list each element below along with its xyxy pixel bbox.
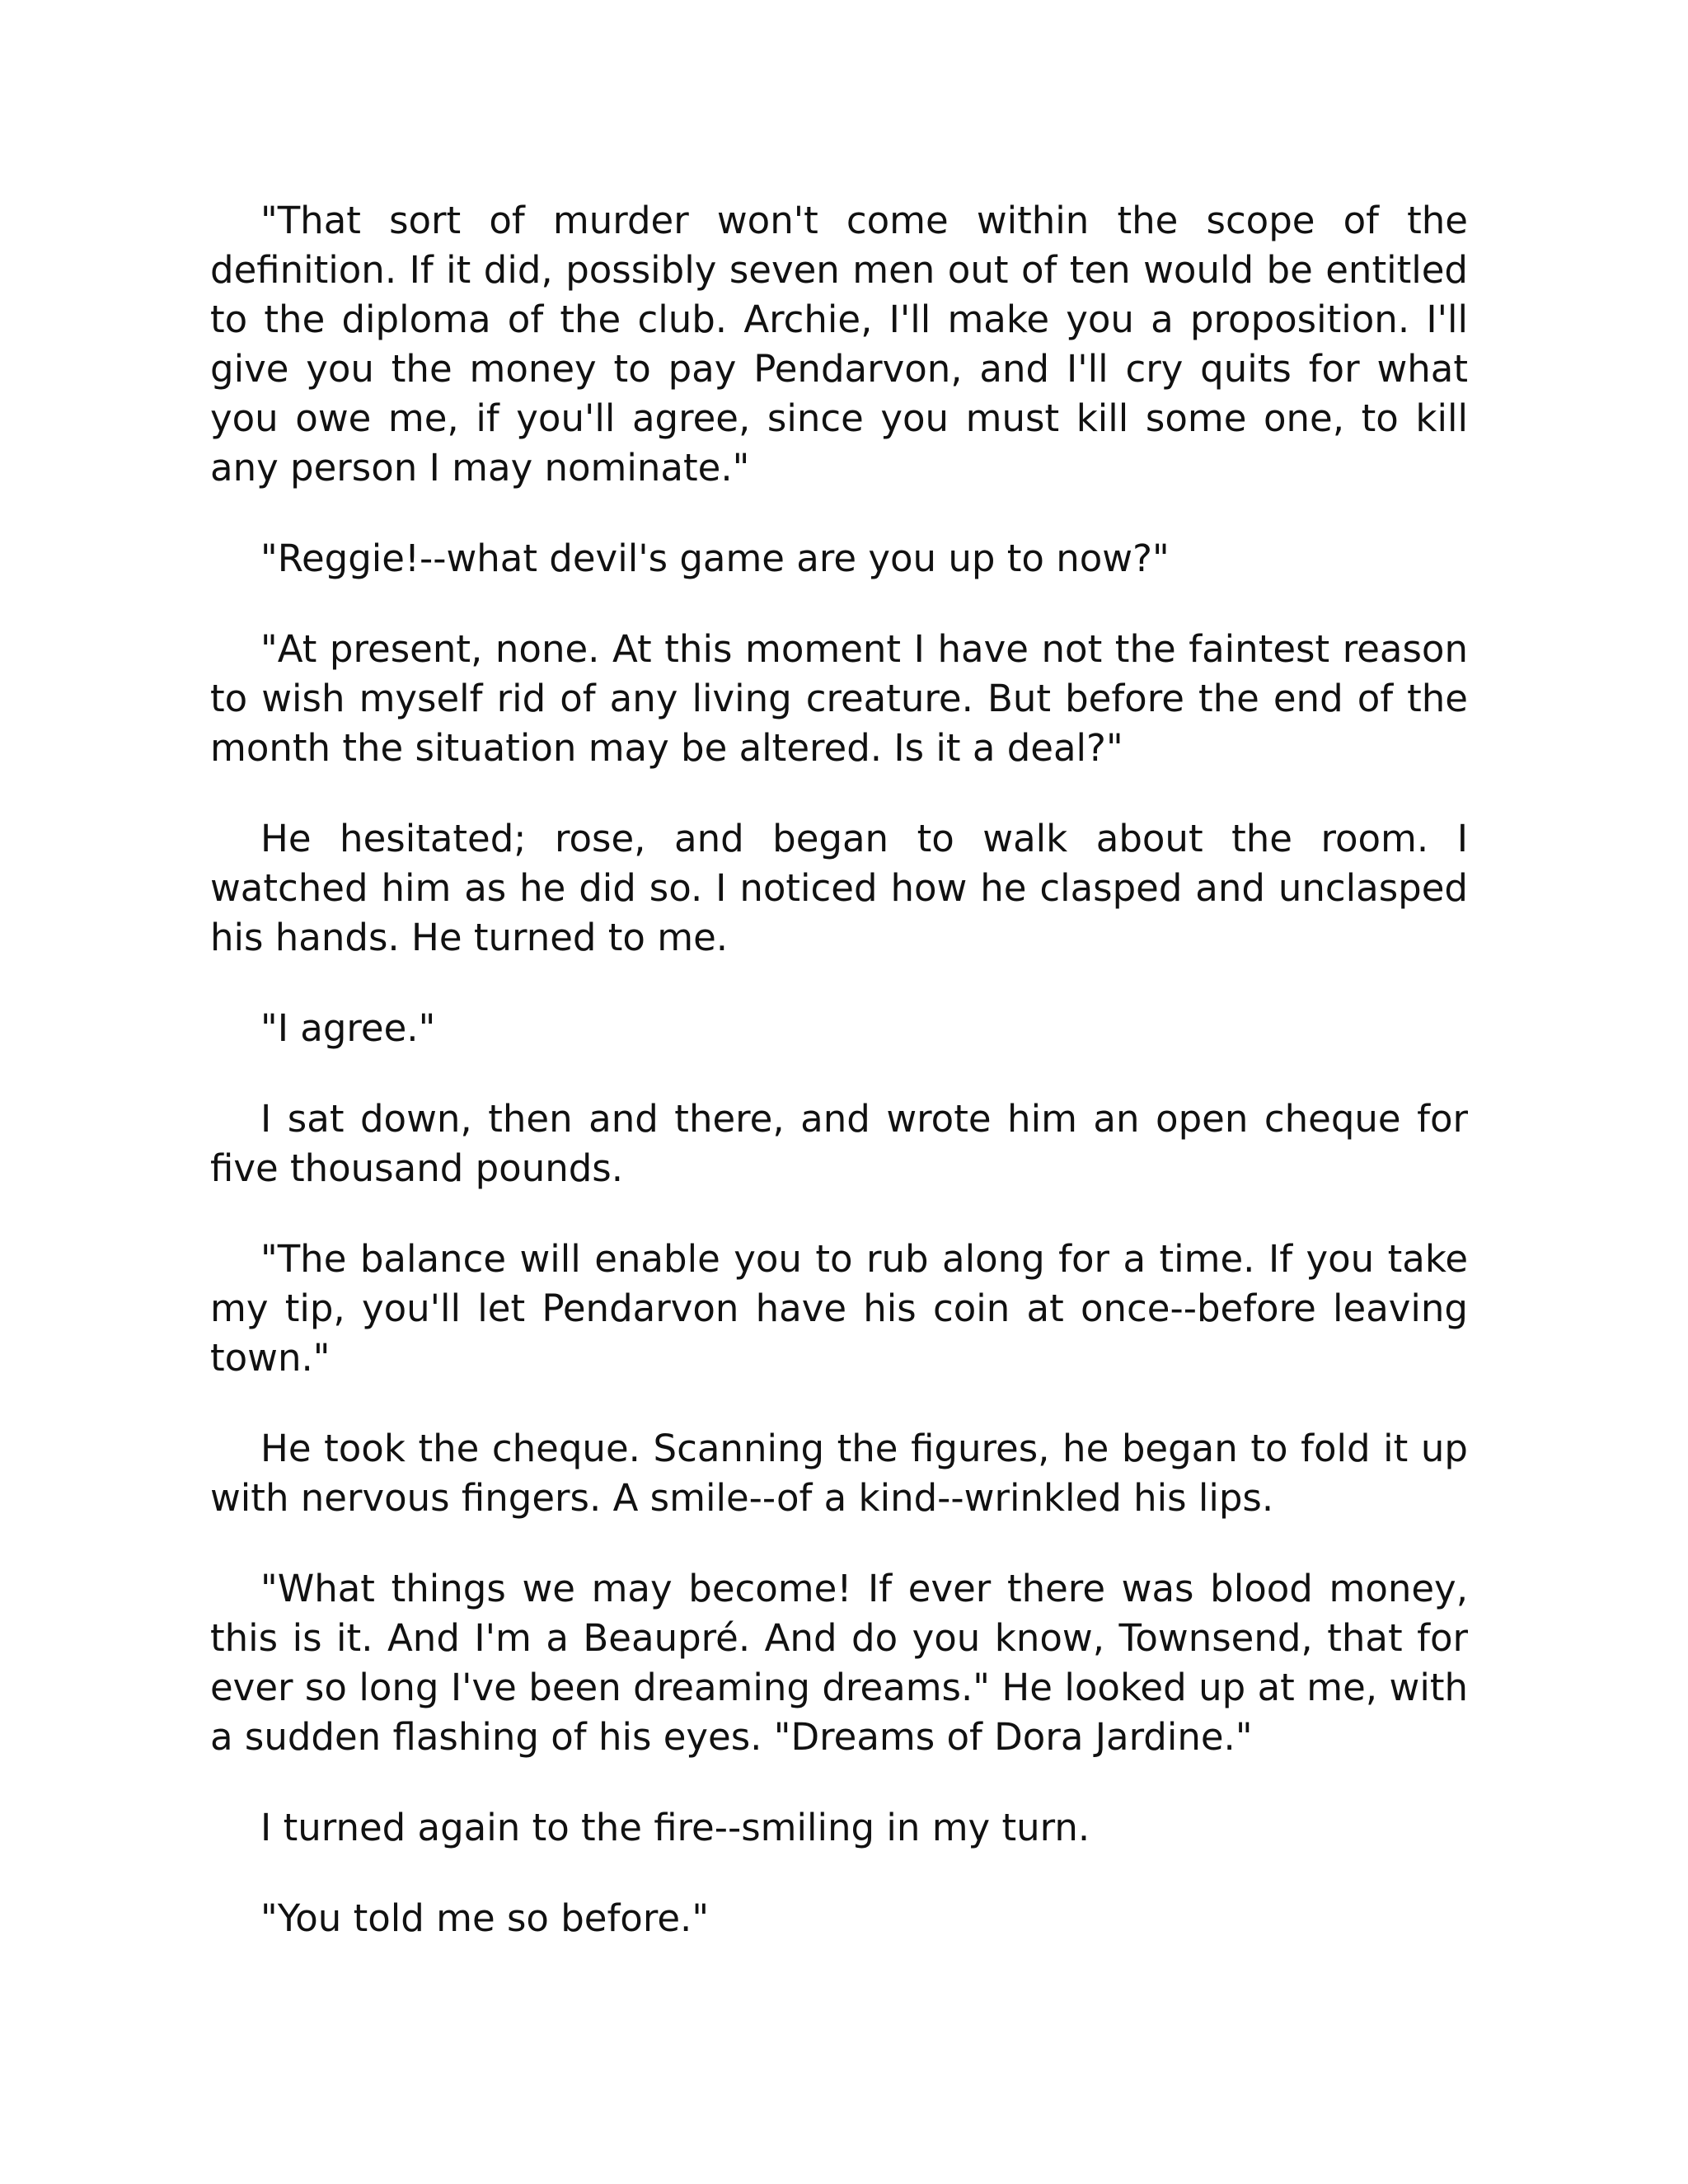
paragraph: "That sort of murder won't come within the scope of the definition. If it did, possibly seven men out of ten would be entitled to the diploma of the club. Archie, I'll make you a proposition. I'll give you the money to pay Pendarvon, and I'll cry quits for what you owe me, if you'll agree, since you must kill some one, to kill any person I may nominate."	[210, 199, 1468, 490]
paragraph: "Reggie!--what devil's game are you up to now?"	[260, 537, 1170, 580]
paragraph: "What things we may become! If ever there was blood money, this is it. And I'm a Beaupré. And do you know, Townsend, that for ever so long I've been dreaming dreams." He looked up at me, with a sudden flashing of his eyes. "Dreams of Dora Jardine."	[210, 1567, 1468, 1759]
paragraph: "At present, none. At this moment I have not the faintest reason to wish myself rid of any living creature. But before the end of the month the situation may be altered. Is it a deal?"	[210, 627, 1468, 770]
paragraph: He took the cheque. Scanning the figures, he began to fold it up with nervous fingers. A smile--of a kind--wrinkled his lips.	[210, 1427, 1468, 1520]
paragraph: I turned again to the fire--smiling in my turn.	[260, 1806, 1090, 1849]
paragraph: "The balance will enable you to rub along for a time. If you take my tip, you'll let Pendarvon have his coin at once--before leaving town."	[210, 1237, 1468, 1380]
paragraph: "You told me so before."	[260, 1896, 710, 1940]
paragraph: He hesitated; rose, and began to walk about the room. I watched him as he did so. I noticed how he clasped and unclasped his hands. He turned to me.	[210, 817, 1468, 959]
paragraph: "I agree."	[260, 1006, 436, 1050]
paragraph: I sat down, then and there, and wrote him an open cheque for five thousand pounds.	[210, 1097, 1468, 1190]
body-text	[210, 196, 1468, 1985]
